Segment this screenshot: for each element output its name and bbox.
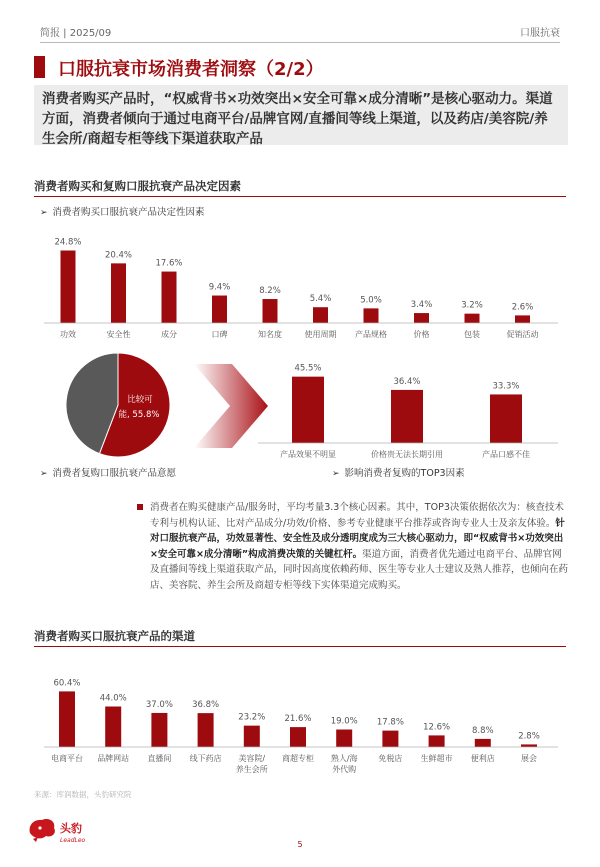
- arrow-bullet-icon: ➢: [332, 469, 340, 479]
- sub-title-text: 影响消费者复购的TOP3因素: [344, 468, 465, 479]
- data-label: 17.8%: [376, 717, 404, 728]
- category-label: 生鲜超市: [420, 754, 453, 763]
- data-label: 24.8%: [54, 237, 82, 248]
- sub-title-purchase-factors: [40, 204, 205, 218]
- analysis-paragraph: [150, 500, 568, 594]
- page-number: 5: [297, 840, 303, 849]
- chart-purchase-factors: [0, 220, 600, 345]
- category-label: 线下药店: [189, 754, 222, 763]
- bar: [490, 394, 522, 443]
- category-label: 包装: [464, 330, 480, 339]
- bar: [151, 713, 167, 747]
- header-divider: [40, 42, 560, 43]
- chart-top3-factors: [0, 355, 600, 465]
- category-label: 展会: [521, 754, 537, 763]
- bar: [475, 739, 491, 747]
- category-label: 电商平台: [51, 754, 83, 763]
- data-label: 20.4%: [104, 250, 133, 261]
- bar: [212, 296, 227, 323]
- category-label: 促销活动: [506, 330, 539, 339]
- category-label: 免税店: [378, 754, 403, 763]
- bar: [244, 726, 260, 747]
- category-label: 直播间: [147, 754, 172, 763]
- data-label: 5.4%: [309, 294, 332, 305]
- paragraph-part3: 渠道方面，消费者优先通过电商平台、品牌官网及直播间等线上渠道获取产品，同时因高度依赖药师、医生等专业人士建议及熟人推荐，也倾向在药店、美容院、养生会所及商超专柜等线下实体渠道完成购买。: [150, 548, 569, 591]
- bar: [336, 730, 352, 747]
- category-label: 安全性: [106, 330, 131, 339]
- data-label: 8.8%: [471, 725, 494, 736]
- data-label: 23.2%: [238, 712, 266, 723]
- bar: [515, 315, 530, 323]
- arrow-bullet-icon: ➢: [40, 208, 48, 218]
- category-label: 养生会所: [235, 765, 268, 774]
- category-label: 口碑: [211, 330, 228, 339]
- bar: [162, 272, 177, 323]
- arrow-bullet-icon: ➢: [40, 469, 48, 479]
- category-label: 品牌网站: [97, 754, 130, 763]
- page-title: 口服抗衰市场消费者洞察（2/2）: [58, 59, 324, 80]
- data-label: 5.0%: [360, 295, 382, 306]
- section-divider-channels: [34, 646, 566, 647]
- category-label: 功效: [60, 330, 76, 339]
- bar: [198, 713, 214, 747]
- data-label: 8.2%: [259, 286, 281, 297]
- data-label: 3.4%: [410, 300, 433, 311]
- bar: [263, 299, 278, 323]
- report-topic: 口服抗衰: [520, 28, 560, 39]
- data-label: 3.2%: [461, 300, 483, 311]
- summary-box: 消费者购买产品时，“权威背书×功效突出×安全可靠×成分清晰”是核心驱动力。渠道方面，消费者倾向于通过电商平台/品牌官网/直播间等线上渠道，以及药店/美容院/养生会所/商超专柜等线下渠道获取产品: [34, 85, 568, 145]
- bar: [465, 314, 480, 323]
- category-label: 熟人/海: [330, 754, 358, 763]
- section-title-channels: 消费者购买口服抗衰产品的渠道: [34, 629, 195, 643]
- category-label: 产品规格: [355, 330, 387, 339]
- category-label: 知名度: [258, 330, 282, 339]
- category-label: 产品效果不明显: [280, 450, 336, 459]
- bar: [382, 731, 398, 747]
- data-label: 12.6%: [423, 722, 451, 733]
- bar: [59, 691, 75, 747]
- square-bullet-icon: [137, 504, 143, 510]
- sub-title-repurchase: [40, 465, 176, 479]
- category-label: 美容院/: [238, 754, 266, 763]
- section-title-factors: 消费者购买和复购口服抗衰产品决定因素: [34, 179, 241, 193]
- sub-title-text: 消费者购买口服抗衰产品决定性因素: [52, 207, 205, 218]
- category-label: 使用周期: [304, 330, 337, 339]
- source-note: 来源：库润数据，头豹研究院: [34, 790, 132, 799]
- sub-title-top3: [332, 465, 465, 479]
- data-label: 60.4%: [53, 678, 81, 689]
- bar: [111, 263, 126, 323]
- bar: [290, 727, 306, 747]
- data-label: 33.3%: [492, 381, 520, 392]
- data-label: 2.6%: [511, 302, 534, 313]
- pie-label-line1: 比较可: [127, 395, 153, 405]
- title-accent-bar: [34, 56, 45, 78]
- report-tag: 简报 | 2025/09: [40, 28, 112, 39]
- category-label: 价格: [413, 330, 430, 339]
- data-label: 19.0%: [330, 716, 358, 727]
- data-label: 37.0%: [145, 699, 173, 710]
- category-label: 商超专柜: [282, 754, 314, 763]
- bar: [414, 313, 429, 323]
- category-label: 外代购: [332, 765, 357, 774]
- category-label: 便利店: [470, 754, 495, 763]
- logo-en: LeadLeo: [60, 837, 86, 844]
- data-label: 2.8%: [518, 731, 540, 742]
- data-label: 21.6%: [284, 714, 312, 725]
- category-label: 成分: [161, 330, 177, 339]
- bar: [429, 735, 445, 747]
- bar: [313, 307, 328, 323]
- paragraph-bold: 针对口服抗衰产品，功效显著性、安全性及成分透明度成为三大核心驱动力，即“权威背书×功效突出×安全可靠×成分清晰”构成消费决策的关键杠杆。: [150, 517, 565, 560]
- data-label: 36.4%: [393, 376, 421, 387]
- bar: [364, 308, 379, 323]
- sub-title-text: 消费者复购口服抗衰产品意愿: [52, 468, 177, 479]
- data-label: 44.0%: [99, 693, 127, 704]
- data-label: 17.6%: [155, 258, 183, 269]
- paragraph-part1: 消费者在购买健康产品/服务时，平均考量3.3个核心因素。其中，TOP3决策依据依次为：核查技术专利与机构认证、比对产品成分/功效/价格、参考专业健康平台推荐或咨询专业人士及亲友体验。: [150, 502, 564, 529]
- bar: [391, 390, 423, 443]
- data-label: 9.4%: [208, 282, 231, 293]
- bar: [105, 706, 121, 747]
- logo-cn: 头豹: [60, 822, 82, 835]
- bar: [292, 377, 324, 443]
- data-label: 36.8%: [192, 700, 220, 711]
- bar: [61, 251, 76, 323]
- category-label: 价格贵无法长期引用: [371, 450, 443, 459]
- pie-label-line2: 能, 55.8%: [118, 410, 160, 420]
- category-label: 产品口感不佳: [482, 450, 530, 459]
- chart-channels: [0, 655, 600, 780]
- data-label: 45.5%: [294, 363, 322, 374]
- section-divider-factors: [34, 196, 566, 197]
